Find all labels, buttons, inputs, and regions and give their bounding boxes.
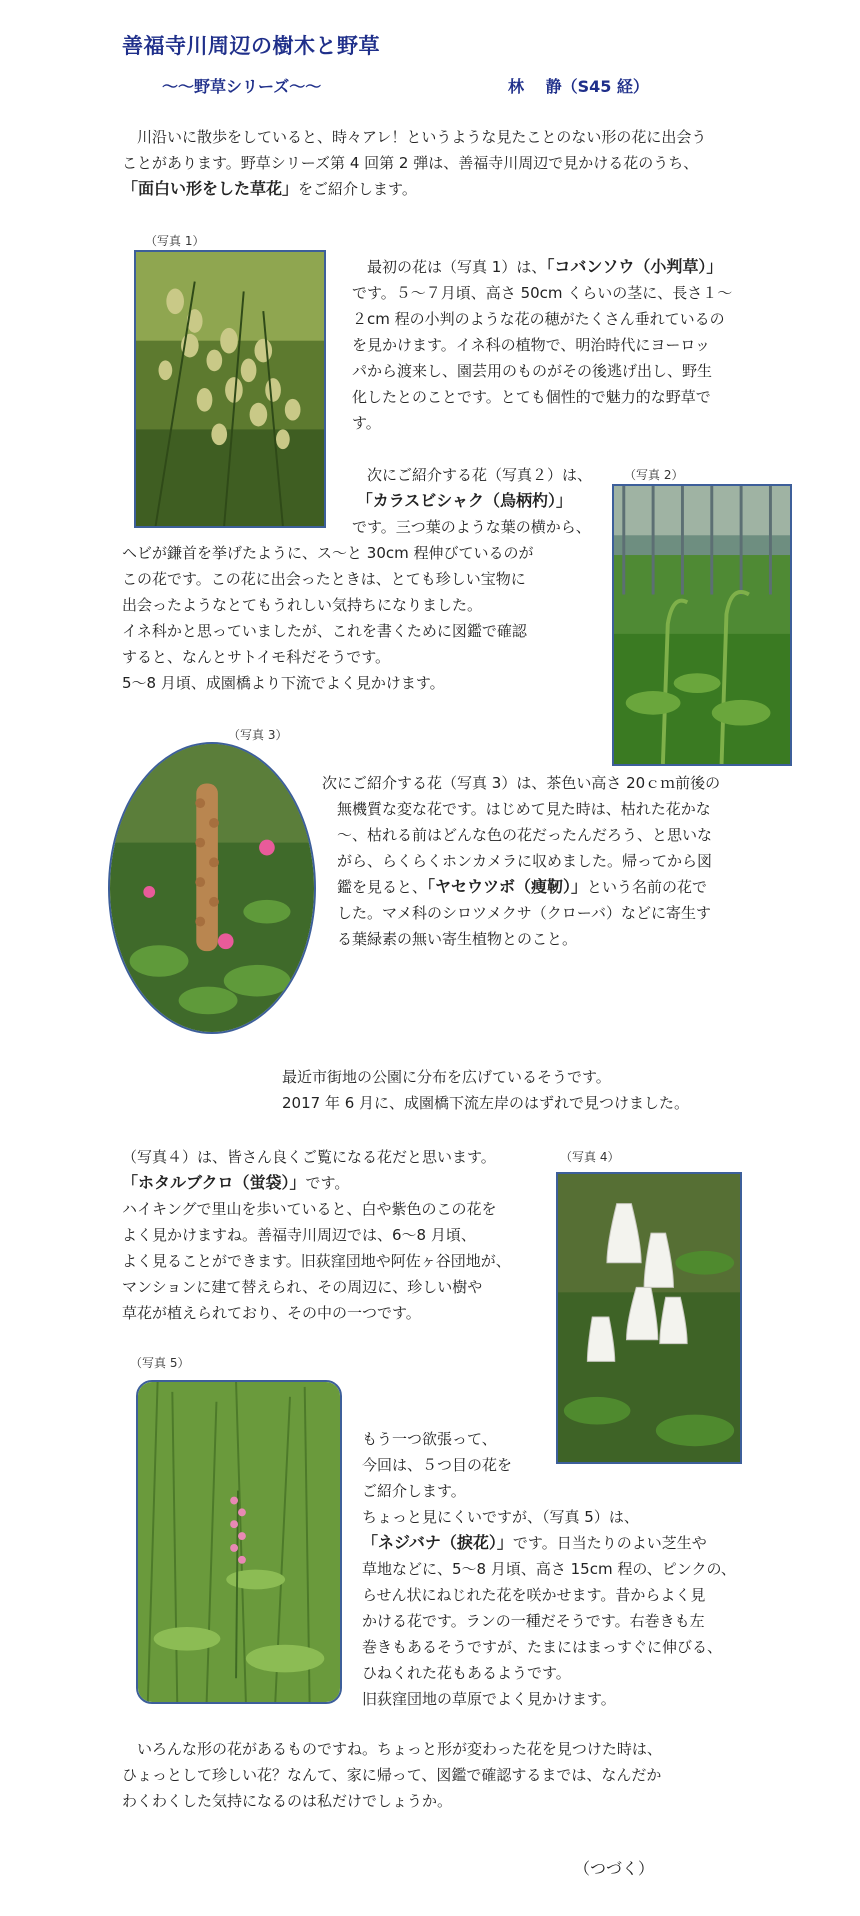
photo4-line: ハイキングで里山を歩いていると、白や紫色のこの花を xyxy=(122,1200,497,1218)
photo2-caption: （写真 2） xyxy=(624,468,684,482)
photo3-flower-name: 「ヤセウツボ（痩靭）」 xyxy=(427,877,588,896)
article-title: 善福寺川周辺の樹木と野草 xyxy=(122,34,380,58)
photo4-caption: （写真 4） xyxy=(560,1150,620,1164)
photo2-intro: 次にご紹介する花（写真２）は、 xyxy=(367,466,593,484)
intro-paragraph xyxy=(122,124,706,202)
photo4-line: 草花が植えられており、その中の一つです。 xyxy=(122,1304,421,1322)
photo1-caption: （写真 1） xyxy=(145,234,205,248)
photo3-line: がら、らくらくホンカメラに収めました。帰ってから図 xyxy=(337,852,713,870)
photo2-karasubishaku-image xyxy=(612,484,792,766)
photo5-caption: （写真 5） xyxy=(130,1356,190,1370)
photo1-text xyxy=(352,254,732,436)
photo2-line: すると、なんとサトイモ科だそうです。 xyxy=(122,648,391,666)
photo3-pre: 鑑を見ると、 xyxy=(337,878,428,896)
photo3-note-line: 最近市街地の公園に分布を広げているそうです。 xyxy=(282,1068,611,1086)
photo2-text-lower xyxy=(122,540,534,696)
photo3-caption: （写真 3） xyxy=(228,728,288,742)
series-subtitle: ～～野草シリーズ～～ xyxy=(162,77,322,96)
photo3-line: した。マメ科のシロツメクサ（クローバ）などに寄生す xyxy=(337,904,711,922)
photo5-line: ひねくれた花もあるようです。 xyxy=(362,1664,571,1682)
photo4-line: よく見ることができます。旧荻窪団地や阿佐ヶ谷団地が、 xyxy=(122,1252,511,1270)
photo3-line: 次にご紹介する花（写真 3）は、茶色い高さ 20ｃｍ前後の xyxy=(322,774,721,792)
continued-label: （つづく） xyxy=(574,1859,655,1878)
photo2-line: 出会ったようなとてもうれしい気持ちになりました。 xyxy=(122,596,483,614)
photo1-line: を見かけます。イネ科の植物で、明治時代にヨーロッ xyxy=(352,336,711,354)
photo5-line: 今回は、５つ目の花を xyxy=(362,1456,513,1474)
photo2-line: イネ科かと思っていましたが、これを書くために図鑑で確認 xyxy=(122,622,527,640)
photo5-text xyxy=(362,1426,736,1712)
photo2-flower-name: 「カラスビシャク（烏柄杓）」 xyxy=(356,491,572,510)
photo3-line xyxy=(322,874,720,900)
photo2-line xyxy=(352,488,592,514)
photo4-name-tail: です。 xyxy=(305,1174,350,1192)
photo2-line: です。三つ葉のような葉の横から、 xyxy=(352,518,591,536)
closing-line: いろんな形の花があるものですね。ちょっと形が変わった花を見つけた時は、 xyxy=(122,1740,662,1758)
closing-line: ひょっとして珍しい花？なんて、家に帰って、図鑑で確認するまでは、なんだか xyxy=(122,1766,662,1784)
photo3-line: る葉緑素の無い寄生植物とのこと。 xyxy=(337,930,578,948)
author-name: 林 静（S45 経） xyxy=(508,77,649,96)
photo3-line: ～、枯れる前はどんな色の花だったんだろう、と思いな xyxy=(337,826,713,844)
photo3-post: という名前の花で xyxy=(587,878,708,896)
photo3-note-line: 2017 年 6 月に、成園橋下流左岸のはずれで見つけました。 xyxy=(282,1094,690,1112)
photo5-name-tail: です。日当たりのよい芝生や xyxy=(512,1534,707,1552)
photo1-line: ２cm 程の小判のような花の穂がたくさん垂れているの xyxy=(352,310,725,328)
photo5-line: らせん状にねじれた花を咲かせます。昔からよく見 xyxy=(362,1586,706,1604)
closing-paragraph xyxy=(122,1736,662,1814)
photo1-line xyxy=(352,254,732,280)
photo5-line: ご紹介します。 xyxy=(362,1482,466,1500)
photo4-line: マンションに建て替えられ、その周辺に、珍しい樹や xyxy=(122,1278,483,1296)
photo2-line xyxy=(352,462,592,488)
photo1-line: 化したとのことです。とても個性的で魅力的な野草で xyxy=(352,388,711,406)
photo3-text xyxy=(322,770,720,952)
photo1-kobansou-image xyxy=(134,250,326,528)
intro-line xyxy=(122,176,706,202)
photo3-yaseutsubo-image xyxy=(108,742,316,1034)
intro-tail: をご紹介します。 xyxy=(298,180,417,198)
photo4-text xyxy=(122,1144,511,1326)
intro-line: 川沿いに散歩をしていると、時々アレ！というような見たことのない形の花に出会う xyxy=(122,128,707,146)
photo1-intro: 最初の花は（写真 1）は、 xyxy=(367,258,547,276)
photo1-line: パから渡来し、園芸用のものがその後逃げ出し、野生 xyxy=(352,362,713,380)
photo1-line: です。５～７月頃、高さ 50cm くらいの茎に、長さ１～ xyxy=(352,284,733,302)
photo5-line: 旧荻窪団地の草原でよく見かけます。 xyxy=(362,1690,616,1708)
photo3-line: 無機質な変な花です。はじめて見た時は、枯れた花かな xyxy=(337,800,711,818)
photo4-line xyxy=(122,1170,511,1196)
intro-highlight: 「面白い形をした草花」 xyxy=(122,179,299,198)
photo4-flower-name: 「ホタルブクロ（蛍袋）」 xyxy=(122,1173,306,1192)
photo4-line: よく見かけますね。善福寺川周辺では、6～8 月頃、 xyxy=(122,1226,476,1244)
photo2-line: ヘビが鎌首を挙げたように、ス～と 30cm 程伸びているのが xyxy=(122,544,534,562)
photo5-line: かける花です。ランの一種だそうです。右巻きも左 xyxy=(362,1612,705,1630)
photo3-note xyxy=(282,1064,689,1116)
photo5-line: ちょっと見にくいですが、（写真 5）は、 xyxy=(362,1508,639,1526)
photo5-flower-name: 「ネジバナ（捩花）」 xyxy=(362,1533,513,1552)
photo5-line: もう一つ欲張って、 xyxy=(362,1430,497,1448)
photo2-line: 5～8 月頃、成園橋より下流でよく見かけます。 xyxy=(122,674,445,692)
intro-line: ことがあります。野草シリーズ第 4 回第 2 弾は、善福寺川周辺で見かける花のうち、 xyxy=(122,154,699,172)
photo1-line: す。 xyxy=(352,414,381,432)
photo1-flower-name: 「コバンソウ（小判草）」 xyxy=(546,257,723,276)
photo5-line: 草地などに、5～8 月頃、高さ 15cm 程の、ピンクの、 xyxy=(362,1560,736,1578)
photo5-nejibana-image xyxy=(136,1380,342,1704)
photo2-text-upper xyxy=(352,462,592,540)
photo4-hotarubukuro-image xyxy=(556,1172,742,1464)
photo4-line: （写真４）は、皆さん良くご覧になる花だと思います。 xyxy=(122,1148,496,1166)
photo2-line: この花です。この花に出会ったときは、とても珍しい宝物に xyxy=(122,570,526,588)
photo5-line: 巻きもあるそうですが、たまにはまっすぐに伸びる、 xyxy=(362,1638,723,1656)
closing-line: わくわくした気持になるのは私だけでしょうか。 xyxy=(122,1792,453,1810)
photo5-line xyxy=(362,1530,736,1556)
